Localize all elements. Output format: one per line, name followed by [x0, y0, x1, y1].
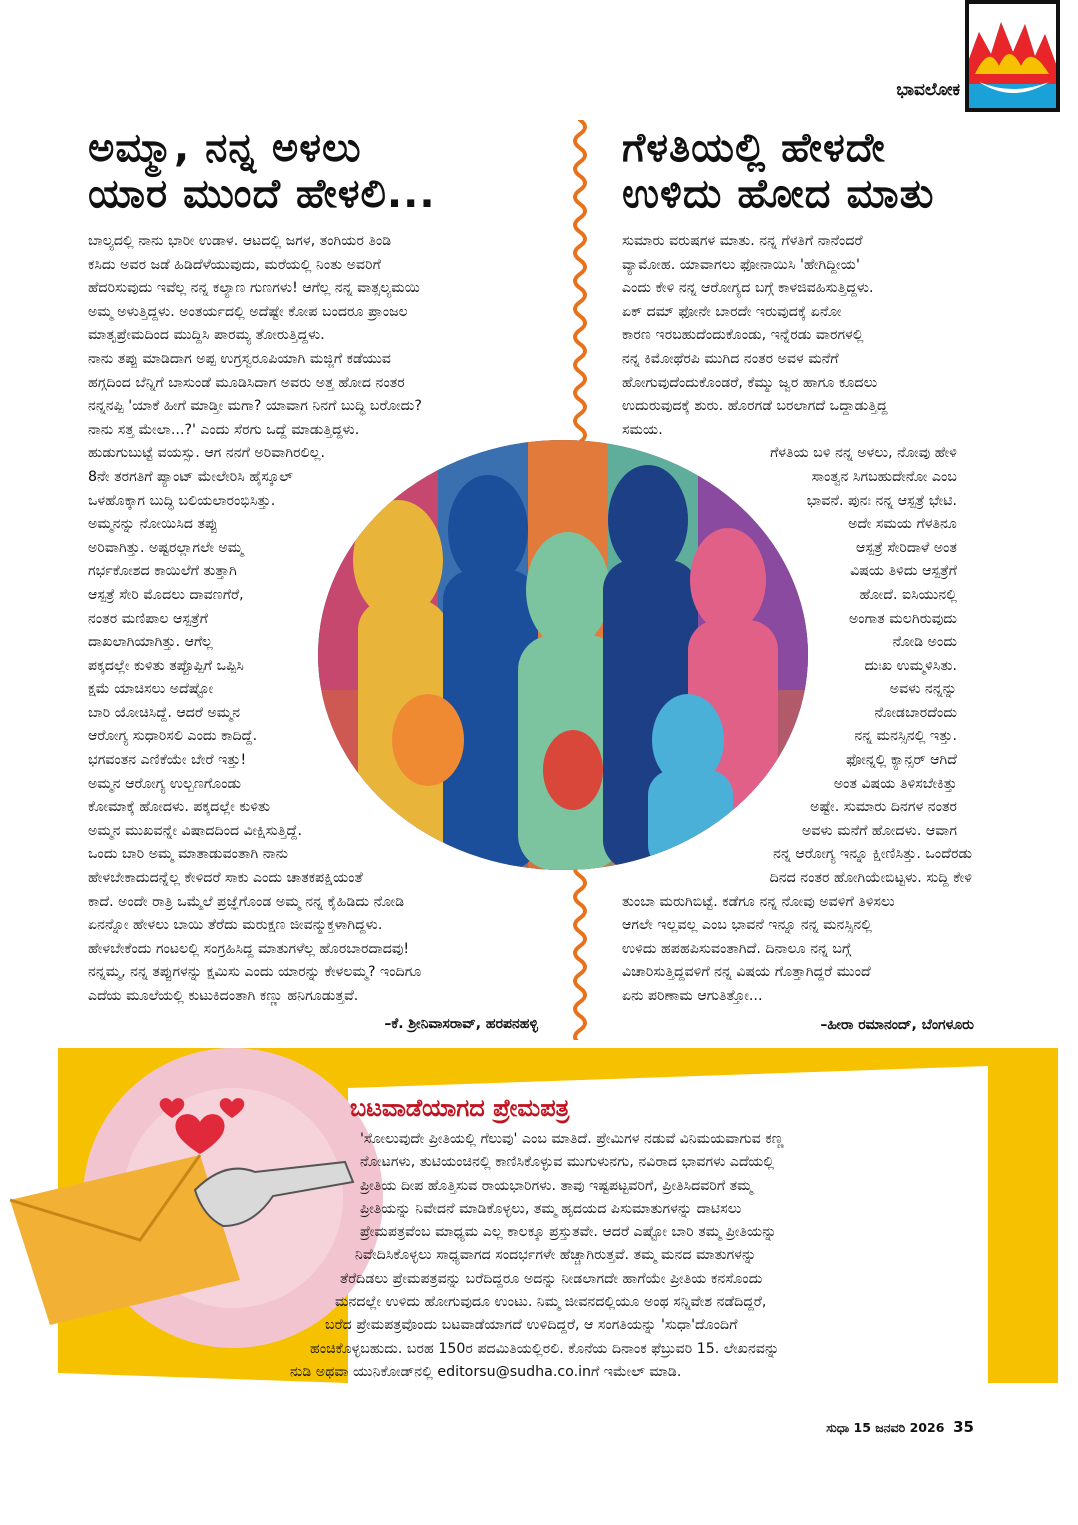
text-line: ಏನು ಪರಿಣಾಮ ಆಗುತಿತ್ತೋ... — [622, 988, 763, 1004]
text-line: ಸಮಯ. — [622, 421, 663, 438]
text-line: ಸಾಂತ್ವನ ಸಿಗಬಹುದೇನೋ ಎಂಬ — [811, 468, 957, 485]
text-line: ಎಂದು ಕೇಳಿ ನನ್ನ ಆರೋಗ್ಯದ ಬಗ್ಗೆ ಕಾಳಜಿವಹಿಸುತ್ತಿದ್ದಳು. — [622, 280, 874, 297]
text-line: ಅಮ್ಮನನ್ನು ನೋಯಿಸಿದ ತಪ್ಪು — [88, 516, 218, 533]
text-line: ಆರೋಗ್ಯ ಸುಧಾರಿಸಲಿ ಎಂದು ಕಾದಿದ್ದೆ. — [88, 728, 258, 745]
text-line: ಗೆಳತಿಯ ಬಳಿ ನನ್ನ ಅಳಲು, ನೋವು ಹೇಳಿ — [770, 445, 957, 462]
left-headline-line-2: ಯಾರ ಮುಂದೆ ಹೇಳಲಿ... — [88, 171, 436, 217]
text-line: ನಂತರ ಮಣಿಪಾಲ ಆಸ್ಪತ್ರೆಗೆ — [88, 610, 208, 627]
issue-date: ಸುಧಾ 15 ಜನವರಿ 2026 — [826, 1420, 945, 1435]
text-line: ಅವಳು ನನ್ನನ್ನು — [889, 681, 957, 698]
text-line: 8ನೇ ತರಗತಿಗೆ ಪ್ಯಾಂಟ್ ಮೇಲೇರಿಸಿ ಹೈಸ್ಕೂಲ್ — [88, 468, 293, 485]
text-line: ಕಾದೆ. ಅಂದೇ ರಾತ್ರಿ ಒಮ್ಮೆಲೆ ಪ್ರಜ್ಞೆಗೊಂಡ ಅಮ್ಮ ನನ್ನ ಕೈಹಿಡಿದು ನೋಡಿ — [88, 893, 405, 910]
text-line: ಕ್ಷಮೆ ಯಾಚಿಸಲು ಅದೆಷ್ಟೋ — [88, 681, 214, 698]
text-line: ನಿವೇದಿಸಿಕೊಳ್ಳಲು ಸಾಧ್ಯವಾಗದ ಸಂದರ್ಭಗಳೇ ಹೆಚ್ಚಾಗಿರುತ್ತವೆ. ತಮ್ಮ ಮನದ ಮಾತುಗಳನ್ನು — [355, 1247, 757, 1264]
right-headline — [622, 125, 1062, 217]
text-line: ಗರ್ಭಕೋಶದ ಕಾಯಿಲೆಗೆ ತುತ್ತಾಗಿ — [88, 563, 237, 580]
text-line: ನೋಡಿ ಅಂದು — [892, 634, 957, 651]
text-line: ಕಸಿದು ಅವರ ಜಡೆ ಹಿಡಿದೆಳೆಯುವುದು, ಮರೆಯಲ್ಲಿ ನಿಂತು ಅವರಿಗೆ — [88, 256, 381, 273]
text-line: ಸುಮಾರು ವರುಷಗಳ ಮಾತು. ನನ್ನ ಗೆಳತಿಗೆ ನಾನೆಂದರೆ — [622, 233, 863, 249]
text-line: ವಿಚಾರಿಸುತ್ತಿದ್ದವಳಿಗೆ ನನ್ನ ವಿಷಯ ಗೊತ್ತಾಗಿದ್ದರೆ ಮುಂದೆ — [622, 964, 871, 981]
text-line: ಅಮ್ಮನ ಮುಖವನ್ನೇ ವಿಷಾದದಿಂದ ವೀಕ್ಷಿಸುತ್ತಿದ್ದೆ. — [88, 822, 303, 839]
text-line: ಅಷ್ಟೇ. ಸುಮಾರು ದಿನಗಳ ನಂತರ — [810, 799, 957, 816]
text-line: ಪ್ರೀತಿಯನ್ನು ನಿವೇದನೆ ಮಾಡಿಕೊಳ್ಳಲು, ತಮ್ಮ ಹೃದಯದ ಪಿಸುಮಾತುಗಳನ್ನು ದಾಟಿಸಲು — [360, 1200, 742, 1217]
text-line: ಮಾತೃಪ್ರೇಮದಿಂದ ಮುದ್ದಿಸಿ ಪಾರಮ್ಯ ತೋರುತ್ತಿದ್ದಳು. — [88, 327, 325, 344]
text-line: ಏಕ್ ದಮ್ ಫೋನೇ ಬಾರದೇ ಇರುವುದಕ್ಕೆ ಏನೋ — [622, 303, 842, 320]
text-line: ಹುಡುಗುಬುಟ್ಟೆ ವಯಸ್ಸು. ಆಗ ನನಗೆ ಅರಿವಾಗಿರಲಿಲ್ಲ. — [88, 445, 326, 462]
left-signature: –ಕೆ. ಶ್ರೀನಿವಾಸರಾವ್, ಹರಪನಹಳ್ಳಿ — [384, 1016, 538, 1032]
magazine-logo — [965, 0, 1060, 112]
footer — [826, 1418, 974, 1436]
text-line: ನನ್ನನಪ್ಪಿ 'ಯಾಕೆ ಹೀಗೆ ಮಾಡ್ತೀ ಮಗಾ? ಯಾವಾಗ ನಿನಗೆ ಬುದ್ಧಿ ಬರೋದು? — [88, 398, 422, 415]
text-line: ಅಂಗಾತ ಮಲಗಿರುವುದು — [848, 610, 957, 627]
text-line: ಆಸ್ಪತ್ರೆ ಸೇರಿದಾಳೆ ಅಂತ — [856, 539, 957, 556]
text-line: ಅರಿವಾಗಿತ್ತು. ಅಷ್ಟರಲ್ಲಾಗಲೇ ಅಮ್ಮ — [88, 539, 244, 556]
text-line: ಬಾರಿ ಯೋಚಿಸಿದ್ದೆ. ಆದರೆ ಅಮ್ಮನ — [88, 704, 241, 721]
text-line: ವ್ಯಾಮೋಹ. ಯಾವಾಗಲು ಫೋನಾಯಿಸಿ 'ಹೇಗಿದ್ದೀಯ' — [622, 256, 860, 273]
text-line: ಹೋಗುವುದೆಂದುಕೊಂಡರೆ, ಕೆಮ್ಮು ಜ್ವರ ಹಾಗೂ ಕೂದಲು — [622, 374, 878, 391]
text-line: ದಿನದ ನಂತರ ಹೋಗಿಯೇಬಿಟ್ಟಳು. ಸುದ್ದಿ ಕೇಳಿ — [769, 870, 972, 887]
text-line: ನನ್ನ ಆರೋಗ್ಯ ಇನ್ನೂ ಕ್ಷೀಣಿಸಿತ್ತು. ಒಂದೆರಡು — [773, 846, 972, 863]
silhouette-collage-illustration — [318, 440, 808, 870]
text-line: 'ಸೋಲುವುದೇ ಪ್ರೀತಿಯಲ್ಲಿ ಗೆಲುವು' ಎಂಬ ಮಾತಿದೆ. ಪ್ರೇಮಿಗಳ ನಡುವೆ ವಿನಿಮಯವಾಗುವ ಕಣ್ಣ — [360, 1131, 784, 1147]
text-line: ಪ್ರೀತಿಯ ದೀಪ ಹೊತ್ತಿಸುವ ರಾಯಭಾರಿಗಳು. ತಾವು ಇಷ್ಟಪಟ್ಟವರಿಗೆ, ಪ್ರೀತಿಸಿದವರಿಗೆ ತಮ್ಮ — [360, 1177, 753, 1194]
text-line: ಉಳಿದು ಹಪಹಪಿಸುವಂತಾಗಿದೆ. ದಿನಾಲೂ ನನ್ನ ಬಗ್ಗೆ — [622, 940, 852, 957]
text-line: ಹಂಚಿಕೊಳ್ಳಬಹುದು. ಬರಹ 150ರ ಪದಮಿತಿಯಲ್ಲಿರಲಿ. ಕೊನೆಯ ದಿನಾಂಕ ಫೆಬ್ರುವರಿ 15. ಲೇಖನವನ್ನು — [310, 1340, 780, 1357]
text-line: ಅವಳು ಮನೆಗೆ ಹೋದಳು. ಆವಾಗ — [802, 822, 957, 839]
text-line: ದಾಖಲಾಗಿಯಾಗಿತ್ತು. ಆಗೆಲ್ಲ — [88, 634, 213, 651]
text-line: ನನ್ನ ಮನಸ್ಸಿನಲ್ಲಿ ಇತ್ತು. — [854, 728, 957, 745]
box-body — [290, 1128, 980, 1384]
text-line: ಪಕ್ಕದಲ್ಲೇ ಕುಳಿತು ತಪ್ಪೊಪ್ಪಿಗೆ ಒಪ್ಪಿಸಿ — [88, 657, 244, 674]
heart-icon — [160, 1098, 245, 1154]
left-headline-line-1: ಅಮ್ಮಾ, ನನ್ನ ಅಳಲು — [88, 125, 362, 171]
text-line: ನುಡಿ ಅಥವಾ ಯುನಿಕೋಡ್‌ನಲ್ಲಿ editorsu@sudha.co.inಗೆ ಇಮೇಲ್ ಮಾಡಿ. — [290, 1363, 682, 1380]
left-headline — [88, 125, 558, 217]
text-line: ಭಗವಂತನ ಎಣಿಕೆಯೇ ಬೇರೆ ಇತ್ತು! — [88, 752, 247, 769]
right-signature: –ಹೀರಾ ರಮಾನಂದ್, ಬೆಂಗಳೂರು — [820, 1017, 974, 1033]
section-label: ಭಾವಲೋಕ — [896, 80, 960, 100]
text-line: ನಾನು ತಪ್ಪು ಮಾಡಿದಾಗ ಅಪ್ಪ ಉಗ್ರಸ್ವರೂಪಿಯಾಗಿ ಮಜ್ಜಿಗೆ ಕಡೆಯುವ — [88, 350, 392, 367]
right-headline-line-2: ಉಳಿದು ಹೋದ ಮಾತು — [622, 171, 935, 217]
text-line: ಬರೆದ ಪ್ರೇಮಪತ್ರವೊಂದು ಬಟವಾಡೆಯಾಗದೆ ಉಳಿದಿದ್ದರೆ, ಆ ಸಂಗತಿಯನ್ನು 'ಸುಧಾ'ದೊಂದಿಗೆ — [325, 1317, 738, 1334]
text-line: ಬಾಲ್ಯದಲ್ಲಿ ನಾನು ಭಾರೀ ಉಡಾಳ. ಆಟದಲ್ಲಿ ಜಗಳ, ತಂಗಿಯರ ತಿಂಡಿ — [88, 233, 392, 249]
text-line: ಹಗ್ಗದಿಂದ ಬೆನ್ನಿಗೆ ಬಾಸುಂಡೆ ಮೂಡಿಸಿದಾಗ ಅವರು ಅತ್ತ ಹೋದ ನಂತರ — [88, 374, 405, 391]
text-line: ಅಂತ ವಿಷಯ ತಿಳಿಸಬೇಕಿತ್ತು — [833, 775, 957, 792]
text-line: ಪ್ರೇಮಪತ್ರವೆಂಬ ಮಾಧ್ಯಮ ಎಲ್ಲ ಕಾಲಕ್ಕೂ ಪ್ರಸ್ತುತವೇ. ಆದರೆ ಎಷ್ಟೋ ಬಾರಿ ತಮ್ಮ ಪ್ರೀತಿಯನ್ನು — [360, 1224, 777, 1241]
text-line: ನನ್ನ ಕಿಮೋಥೆರಪಿ ಮುಗಿದ ನಂತರ ಅವಳ ಮನೆಗೆ — [622, 350, 839, 367]
text-line: ಆಗಲೇ ಇಲ್ಲವಲ್ಲ ಎಂಬ ಭಾವನೆ ಇನ್ನೂ ನನ್ನ ಮನಸ್ಸಿನಲ್ಲಿ — [622, 917, 872, 934]
text-line: ಒಂದು ಬಾರಿ ಅಮ್ಮ ಮಾತಾಡುವಂತಾಗಿ ನಾನು — [88, 846, 289, 863]
text-line: ಮನದಲ್ಲೇ ಉಳಿದು ಹೋಗುವುದೂ ಉಂಟು. ನಿಮ್ಮ ಜೀವನದಲ್ಲಿಯೂ ಅಂಥ ಸನ್ನಿವೇಶ ನಡೆದಿದ್ದರೆ, — [335, 1294, 767, 1311]
text-line: ದುಃಖ ಉಮ್ಮಳಿಸಿತು. — [864, 657, 957, 674]
text-line: ನೋಟಗಳು, ತುಟಿಯಂಚಿನಲ್ಲಿ ಕಾಣಿಸಿಕೊಳ್ಳುವ ಮುಗುಳುನಗು, ನವಿರಾದ ಭಾವಗಳು ಎದೆಯಲ್ಲಿ — [360, 1154, 775, 1171]
text-line: ಅಮ್ಮ ಅಳುತ್ತಿದ್ದಳು. ಅಂತರ್ಯದಲ್ಲಿ ಅದೆಷ್ಟೇ ಕೋಪ ಬಂದರೂ ಪ್ರಾಂಜಲ — [88, 303, 408, 320]
text-line: ಭಾವನೆ. ಪುನಃ ನನ್ನ ಆಸ್ಪತ್ರೆ ಭೇಟಿ. — [806, 492, 957, 509]
text-line: ಹೋದೆ. ಐಸಿಯುನಲ್ಲಿ — [859, 586, 957, 603]
text-line: ತೆರೆದಿಡಲು ಪ್ರೇಮಪತ್ರವನ್ನು ಬರೆದಿದ್ದರೂ ಅದನ್ನು ನೀಡಲಾಗದೇ ಹಾಗೆಯೇ ಪ್ರೀತಿಯ ಕನಸೊಂದು — [340, 1270, 763, 1287]
right-headline-line-1: ಗೆಳತಿಯಲ್ಲಿ ಹೇಳದೇ — [622, 125, 886, 171]
text-line: ಹೇಳಬೇಕೆಂದು ಗಂಟಲಲ್ಲಿ ಸಂಗ್ರಹಿಸಿದ್ದ ಮಾತುಗಳೆಲ್ಲ ಹೊರಬಾರದಾದವು! — [88, 940, 410, 957]
text-line: ಎದೆಯ ಮೂಲೆಯಲ್ಲಿ ಕುಟುಕಿದಂತಾಗಿ ಕಣ್ಣು ಹನಿಗೂಡುತ್ತವೆ. — [88, 988, 359, 1004]
text-line: ಫೋನ್ನಲ್ಲಿ ಕ್ಯಾನ್ಸರ್ ಆಗಿದೆ — [845, 752, 957, 769]
text-line: ಕೋಮಾಕ್ಕೆ ಹೋದಳು. ಪಕ್ಕದಲ್ಲೇ ಕುಳಿತು — [88, 799, 271, 816]
text-line: ಒಳಹೊಕ್ಕಾಗ ಬುದ್ಧಿ ಬಲಿಯಲಾರಂಭಿಸಿತ್ತು. — [88, 492, 276, 509]
text-line: ಅಮ್ಮನ ಆರೋಗ್ಯ ಉಲ್ಬಣಗೊಂಡು — [88, 775, 242, 792]
text-line: ತುಂಬಾ ಮರುಗಿಬಿಟ್ಟೆ. ಕಡೆಗೂ ನನ್ನ ನೋವು ಅವಳಿಗೆ ತಿಳಿಸಲು — [622, 893, 895, 910]
text-line: ಹೇಳಬೇಕಾದುದನ್ನೆಲ್ಲ ಕೇಳಿದರೆ ಸಾಕು ಎಂದು ಚಾತಕಪಕ್ಷಿಯಂತೆ — [88, 870, 363, 887]
text-line: ಆಸ್ಪತ್ರೆ ಸೇರಿ ಮೊದಲು ದಾವಣಗೆರೆ, — [88, 586, 244, 603]
text-line: ಏನನ್ನೋ ಹೇಳಲು ಬಾಯಿ ತೆರೆದು ಮರುಕ್ಷಣ ಜೀವನ್ಮುಕ್ತಳಾಗಿದ್ದಳು. — [88, 917, 383, 934]
text-line: ನೋಡಬಾರದೆಂದು — [874, 704, 957, 721]
text-line: ಹೆದರಿಸುವುದು ಇವೆಲ್ಲ ನನ್ನ ಕಲ್ಯಾಣ ಗುಣಗಳು! ಆಗೆಲ್ಲ ನನ್ನ ವಾತ್ಸಲ್ಯಮಯಿ — [88, 280, 420, 297]
text-line: ಅದೇ ಸಮಯ ಗೆಳತಿನೂ — [848, 516, 957, 533]
box-title: ಬಟವಾಡೆಯಾಗದ ಪ್ರೇಮಪತ್ರ — [350, 1094, 570, 1122]
text-line: ಕಾರಣ ಇರಬಹುದೆಂದುಕೊಂಡು, ಇನ್ನೆರಡು ವಾರಗಳಲ್ಲಿ — [622, 327, 864, 344]
text-line: ಉದುರುವುದಕ್ಕೆ ಶುರು. ಹೊರಗಡೆ ಬರಲಾಗದೆ ಒದ್ದಾಡುತ್ತಿದ್ದ — [622, 398, 888, 415]
text-line: ನನ್ನಮ್ಮ, ನನ್ನ ತಪ್ಪುಗಳನ್ನು ಕ್ಷಮಿಸು ಎಂದು ಯಾರನ್ನು ಕೇಳಲಮ್ಮ? ಇಂದಿಗೂ — [88, 964, 422, 981]
text-line: ವಿಷಯ ತಿಳಿದು ಆಸ್ಪತ್ರೆಗೆ — [850, 563, 957, 580]
page-number: 35 — [953, 1418, 974, 1436]
text-line: ನಾನು ಸತ್ತ ಮೇಲಾ...?' ಎಂದು ಸೆರಗು ಒದ್ದೆ ಮಾಡುತ್ತಿದ್ದಳು. — [88, 421, 360, 438]
